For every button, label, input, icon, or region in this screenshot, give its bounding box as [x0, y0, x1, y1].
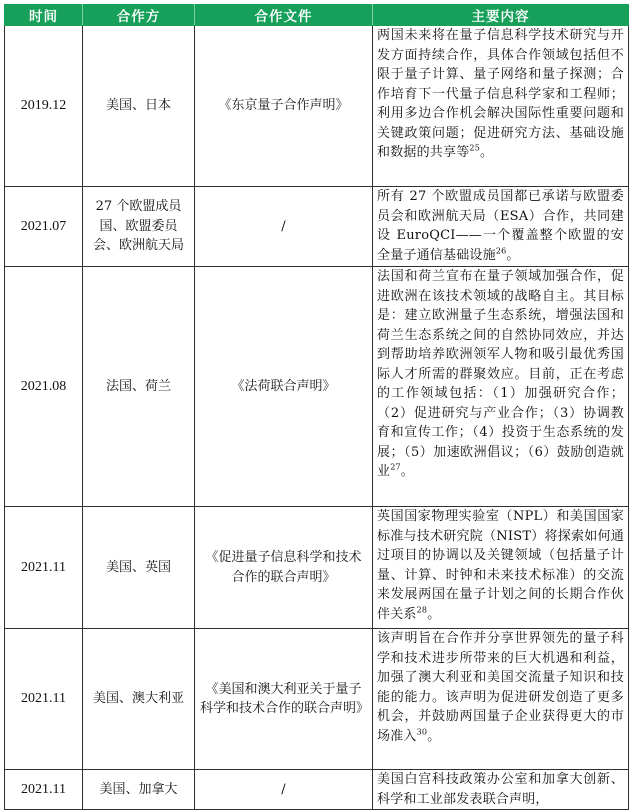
content-text: 所有 27 个欧盟成员国都已承诺与欧盟委员会和欧洲航天局（ESA）合作，共同建设 EuroQCI——一个覆盖整个欧盟的安全量子通信基础设施 — [377, 189, 624, 263]
cell-time: 2019.12 — [5, 26, 83, 187]
footnote-ref: 25 — [469, 143, 480, 153]
table-row — [5, 267, 629, 507]
cooperation-table — [4, 4, 629, 810]
cell-time: 2021.11 — [5, 629, 83, 770]
cell-partner: 美国、英国 — [83, 507, 195, 629]
header-document: 合作文件 — [195, 5, 373, 26]
table-row — [5, 770, 629, 810]
footnote-ref: 28 — [416, 605, 428, 615]
table-row — [5, 26, 629, 187]
content-text: 该声明旨在合作并分享世界领先的量子科学和技术进步所带来的巨大机遇和利益，加强了澳大利亚和美国交流量子知识和技能的能力。该声明为促进研发创造了更多机会，并鼓励两国量子企业获得更大的市场准入 — [377, 631, 624, 744]
cell-content — [373, 26, 629, 187]
content-tail: 。 — [480, 145, 494, 160]
cell-time: 2021.07 — [5, 187, 83, 267]
cell-document: / — [195, 770, 373, 810]
cell-partner: 法国、荷兰 — [83, 267, 195, 507]
cell-partner: 美国、日本 — [83, 26, 195, 187]
header-partner: 合作方 — [83, 5, 195, 26]
footnote-ref: 30 — [416, 727, 428, 737]
cell-time: 2021.11 — [5, 770, 83, 810]
cell-document: 《美国和澳大利亚关于量子科学和技术合作的联合声明》 — [195, 629, 373, 770]
cell-time: 2021.08 — [5, 267, 83, 507]
cell-content — [373, 187, 629, 267]
content-tail: 。 — [400, 464, 414, 479]
footnote-ref: 26 — [495, 246, 507, 256]
cell-content — [373, 629, 629, 770]
header-row — [5, 5, 629, 26]
table-row — [5, 507, 629, 629]
header-time: 时间 — [5, 5, 83, 26]
content-tail: 。 — [506, 247, 520, 263]
cell-partner: 27 个欧盟成员国、欧盟委员会、欧洲航天局 — [83, 187, 195, 267]
cell-partner: 美国、澳大利亚 — [83, 629, 195, 770]
header-content: 主要内容 — [373, 5, 629, 26]
content-text: 两国未来将在量子信息科学技术研究与开发方面持续合作，具体合作领域包括但不限于量子计算、量子网络和量子探测；合作培育下一代量子信息科学家和工程师；利用多边合作机会解决国际性重要问题和关键政策问题；促进研究方法、基础设施和数据的共享等 — [377, 28, 624, 160]
cell-document: / — [195, 187, 373, 267]
table-row — [5, 629, 629, 770]
content-text: 美国白宫科技政策办公室和加拿大创新、科学和工业部发表联合声明， — [377, 772, 624, 807]
cell-content — [373, 267, 629, 507]
cell-content — [373, 770, 629, 810]
content-tail: 。 — [427, 728, 441, 744]
cell-document: 《法荷联合声明》 — [195, 267, 373, 507]
footnote-ref: 27 — [390, 462, 401, 472]
cell-document: 《促进量子信息科学和技术合作的联合声明》 — [195, 507, 373, 629]
content-tail: 。 — [427, 606, 441, 622]
cell-time: 2021.11 — [5, 507, 83, 629]
table-row — [5, 187, 629, 267]
cell-document: 《东京量子合作声明》 — [195, 26, 373, 187]
content-text: 法国和荷兰宣布在量子领域加强合作，促进欧洲在该技术领域的战略自主。其目标是：建立欧洲量子生态系统，增强法国和荷兰生态系统之间的自然协同效应，并达到帮助培养欧洲领军人物和吸引最优秀国际人才所需的群聚效应。目前，正在考虑的工作领域包括：（1）加强研究合作；（2）促进研究与产业合作；（3）协调教育和宣传工作；（4）投资于生态系统的发展；（5）加速欧洲倡议；（6）鼓励创造就业 — [377, 269, 624, 479]
cell-content — [373, 507, 629, 629]
cell-partner: 美国、加拿大 — [83, 770, 195, 810]
content-text: 英国国家物理实验室（NPL）和美国国家标准与技术研究院（NIST）将探索如何通过项目的协调以及关键领域（包括量子计量、计算、时钟和未来技术标准）的交流来发展两国在量子计划之间的长期合作伙伴关系 — [377, 509, 624, 622]
